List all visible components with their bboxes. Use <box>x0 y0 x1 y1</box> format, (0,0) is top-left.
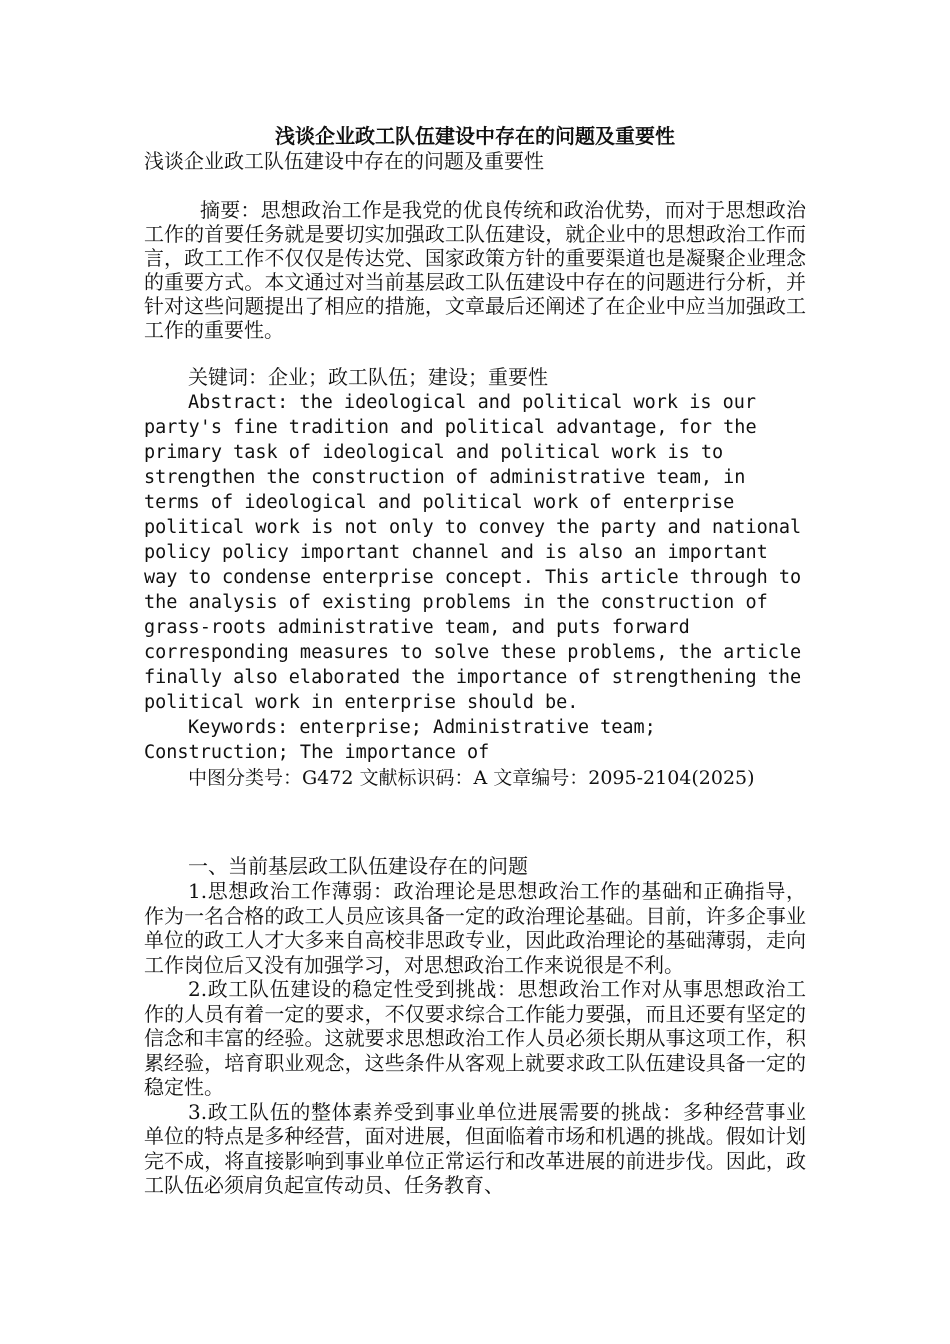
abstract-english: Abstract: the ideological and political work is our party's fine tradition and political advantage, for the primary task of ideological and political work is to strengthen the construction of administrative team, in terms of ideological and political work of enterprise political work is not only to convey the party and national policy policy important channel and is also an important way to condense enterprise concept. This article through to the analysis of existing problems in the construction of grass-roots administrative team, and puts forward corresponding measures to solve these problems, the article finally also elaborated the importance of strengthening the political work in enterprise should be. <box>144 392 802 713</box>
paragraph-1: 1.思想政治工作薄弱：政治理论是思想政治工作的基础和正确指导，作为一名合格的政工人员应该具备一定的政治理论基础。目前，许多企事业单位的政工人才大多来自高校非思政专业，因此政治理论的基础薄弱，走向工作岗位后又没有加强学习，对思想政治工作来说很是不利。 <box>144 879 806 977</box>
section-heading: 一、当前基层政工队伍建设存在的问题 <box>188 854 528 878</box>
keywords-chinese: 关键词：企业；政工队伍；建设；重要性 <box>188 365 548 389</box>
paragraph-2: 2.政工队伍建设的稳定性受到挑战：思想政治工作对从事思想政治工作的人员有着一定的要求，不仅要求综合工作能力要强，而且还要有坚定的信念和丰富的经验。这就要求思想政治工作人员必须长期从事这项工作，积累经验，培育职业观念，这些条件从客观上就要求政工队伍建设具备一定的稳定性。 <box>144 977 806 1099</box>
blank-line <box>144 174 806 198</box>
document-subtitle: 浅谈企业政工队伍建设中存在的问题及重要性 <box>144 149 544 173</box>
document-body <box>144 122 806 1198</box>
paragraph-3: 3.政工队伍的整体素养受到事业单位进展需要的挑战：多种经营事业单位的特点是多种经营，面对进展，但面临着市场和机遇的挑战。假如计划完不成，将直接影响到事业单位正常运行和改革进展的前进步伐。因此，政工队伍必须肩负起宣传动员、任务教育、 <box>144 1099 806 1197</box>
document-title: 浅谈企业政工队伍建设中存在的问题及重要性 <box>275 124 675 148</box>
abstract-chinese: 摘要：思想政治工作是我党的优良传统和政治优势，而对于思想政治工作的首要任务就是要切实加强政工队伍建设，就企业中的思想政治工作而言，政工工作不仅仅是传达党、国家政策方针的重要渠道也是凝聚企业理念的重要方式。本文通过对当前基层政工队伍建设中存在的问题进行分析，并针对这些问题提出了相应的措施，文章最后还阐述了在企业中应当加强政工工作的重要性。 <box>144 198 806 342</box>
classification-line: 中图分类号：G472 文献标识码：A 文章编号：2095-2104(2025) <box>188 767 755 789</box>
keywords-english: Keywords: enterprise; Administrative team; Construction; The importance of <box>144 717 656 763</box>
